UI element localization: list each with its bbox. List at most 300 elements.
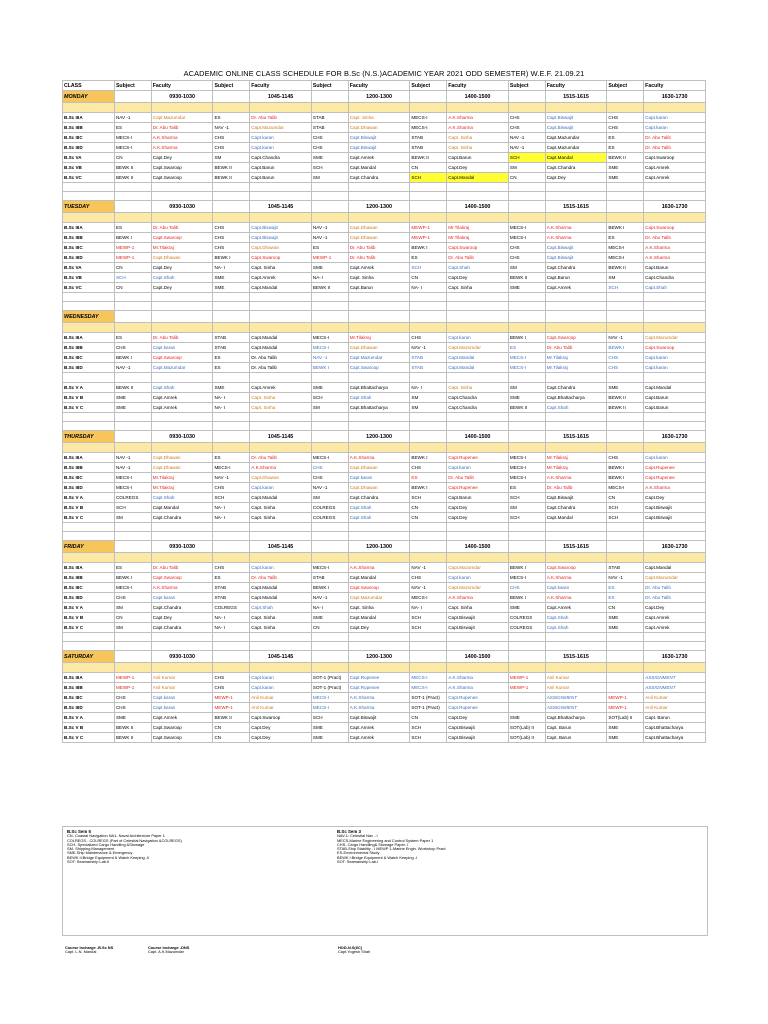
signature-hod	[338, 946, 370, 955]
faculty-cell: Capt.Mazumdar	[447, 343, 509, 353]
faculty-cell: Dr. Abu Talib	[250, 453, 312, 463]
subject-cell: MECS-I	[114, 483, 151, 493]
day-header-row	[63, 91, 706, 103]
empty-cell	[545, 302, 607, 311]
empty-cell	[213, 201, 250, 213]
subject-cell: SME	[607, 163, 644, 173]
empty-cell	[607, 523, 644, 532]
empty-cell	[311, 91, 348, 103]
empty-cell	[63, 302, 115, 311]
band-cell	[447, 443, 509, 453]
empty-cell	[250, 642, 312, 651]
band-cell	[213, 213, 250, 223]
subject-cell: SOT-1 (Pract)	[311, 673, 348, 683]
note-line: COLREGS - COLREGS (Part of Celestial Navigation &COLREGS)	[67, 837, 182, 843]
schedule-sheet	[62, 68, 706, 743]
faculty-cell: Capt.Dey	[151, 263, 213, 273]
empty-cell	[348, 302, 410, 311]
faculty-cell: Capt.Barun	[545, 273, 607, 283]
class-row	[63, 273, 706, 283]
band-cell	[410, 323, 447, 333]
subject-cell: SOT(Lab) II	[607, 713, 644, 723]
time-slot	[151, 311, 213, 323]
day-band-row	[63, 553, 706, 563]
empty-cell	[508, 192, 545, 201]
faculty-cell: Capt.Chandra	[545, 263, 607, 273]
subject-cell: SCH	[607, 503, 644, 513]
class-name: B.Sc V B	[63, 723, 115, 733]
faculty-cell: Capt.karan	[447, 463, 509, 473]
faculty-cell: Capt.karan	[250, 683, 312, 693]
empty-cell	[410, 91, 447, 103]
band-cell	[250, 323, 312, 333]
empty-cell	[410, 201, 447, 213]
faculty-cell: Capt.Shah	[644, 283, 706, 293]
faculty-cell: Capt.Mazumdar	[250, 123, 312, 133]
band-cell	[607, 663, 644, 673]
faculty-cell: A.K.Sharma	[348, 693, 410, 703]
empty-cell	[410, 642, 447, 651]
subject-cell: NAV -1	[607, 573, 644, 583]
empty-cell	[311, 293, 348, 302]
subject-cell: ES	[114, 333, 151, 343]
subject-cell: NA- I	[410, 603, 447, 613]
class-name: B.Sc V C	[63, 513, 115, 523]
class-row	[63, 693, 706, 703]
subject-cell: NA- I	[213, 623, 250, 633]
faculty-cell: A.K.Sharma	[447, 593, 509, 603]
class-row	[63, 223, 706, 233]
faculty-cell: Capt.Swaroop	[644, 223, 706, 233]
empty-cell	[607, 431, 644, 443]
subject-cell: CHS	[410, 573, 447, 583]
time-slot	[348, 311, 410, 323]
empty-cell	[213, 293, 250, 302]
subject-cell	[607, 673, 644, 683]
subject-cell: NAV -1	[311, 593, 348, 603]
day-label: THURSDAY	[63, 431, 115, 443]
subject-cell: ES	[508, 483, 545, 493]
class-row	[63, 153, 706, 163]
time-slot: 1400-1500	[447, 91, 509, 103]
faculty-cell: Capt.Dey	[151, 613, 213, 623]
subject-cell: MECS-I	[508, 233, 545, 243]
subject-cell: SCH	[508, 513, 545, 523]
subject-cell: MECS-I	[410, 593, 447, 603]
class-row	[63, 243, 706, 253]
faculty-cell: Capt.Mandal	[250, 593, 312, 603]
day-band-row	[63, 323, 706, 333]
empty-cell	[607, 633, 644, 642]
subject-cell: CN	[213, 723, 250, 733]
faculty-cell: Mr.Tilakraj	[348, 333, 410, 343]
faculty-cell: Capt.Swaroop	[447, 243, 509, 253]
subject-cell: NAV -1	[311, 483, 348, 493]
band-cell	[114, 323, 151, 333]
empty-cell	[213, 311, 250, 323]
class-name: B.Sc V C	[63, 403, 115, 413]
subject-cell: BEWK I	[607, 473, 644, 483]
day-header-row	[63, 651, 706, 663]
faculty-cell: Capt.Mandal	[250, 283, 312, 293]
subject-cell: MECS-I	[410, 683, 447, 693]
subject-cell: SME	[607, 613, 644, 623]
subject-cell: MECS-I	[410, 673, 447, 683]
class-row	[63, 733, 706, 743]
class-row	[63, 463, 706, 473]
subject-cell: NA- I	[213, 403, 250, 413]
subject-cell: CHS	[213, 483, 250, 493]
faculty-cell: Capt.Rupenee	[348, 683, 410, 693]
class-row	[63, 723, 706, 733]
subject-cell: STAB	[213, 343, 250, 353]
signature-course-incharge-bsc	[65, 946, 113, 955]
faculty-cell: A.K.Sharma	[447, 123, 509, 133]
empty-cell	[447, 183, 509, 192]
band-cell	[63, 443, 115, 453]
empty-cell	[644, 293, 706, 302]
faculty-cell: Capt.karan	[348, 473, 410, 483]
empty-cell	[410, 413, 447, 422]
faculty-cell: Dr. Abu Talib	[644, 583, 706, 593]
class-row	[63, 473, 706, 483]
faculty-cell: Capt.Mandal	[348, 163, 410, 173]
note-line: CN- Coastal Navigation NA1- Naval Architecture Paper 1	[67, 833, 165, 839]
faculty-cell: Capt.Amrek	[348, 733, 410, 743]
class-name: B.Sc V B	[63, 503, 115, 513]
class-name: B.Sc IIIA	[63, 453, 115, 463]
empty-cell	[114, 201, 151, 213]
class-name: B.Sc IIIC	[63, 133, 115, 143]
class-name: B.Sc IIIB	[63, 233, 115, 243]
empty-cell	[213, 91, 250, 103]
subject-cell: MECS-I	[114, 143, 151, 153]
subject-cell: MECS-I	[114, 133, 151, 143]
band-cell	[545, 103, 607, 113]
subject-cell: NAV -1	[311, 353, 348, 363]
empty-cell	[213, 523, 250, 532]
faculty-cell: Dr. Abu Talib	[250, 573, 312, 583]
faculty-cell: Capt.Dhawan	[348, 483, 410, 493]
header-cell: Faculty	[545, 81, 607, 91]
faculty-cell: Capt.Mazumdar	[644, 333, 706, 343]
empty-cell	[311, 302, 348, 311]
day-band-row	[63, 443, 706, 453]
subject-cell: STAB	[607, 563, 644, 573]
empty-cell	[447, 293, 509, 302]
class-row	[63, 453, 706, 463]
empty-cell	[508, 183, 545, 192]
empty-cell	[114, 293, 151, 302]
faculty-cell: Capt.karan	[151, 693, 213, 703]
band-cell	[151, 553, 213, 563]
band-cell	[508, 323, 545, 333]
faculty-cell: Capt.Shah	[250, 603, 312, 613]
day-label: FRIDAY	[63, 541, 115, 553]
time-slot: 0930-1030	[151, 541, 213, 553]
subject-cell: SCH	[114, 273, 151, 283]
band-cell	[151, 213, 213, 223]
class-name: B.Sc V C	[63, 623, 115, 633]
time-slot: 1045-1145	[250, 431, 312, 443]
note-line: SOT: Seamanship Lab-I	[337, 859, 379, 865]
faculty-cell: A.K.Sharma	[151, 583, 213, 593]
time-slot: 1400-1500	[447, 651, 509, 663]
empty-cell	[348, 532, 410, 541]
empty-cell	[545, 642, 607, 651]
faculty-cell: Capt.Rupenee	[447, 453, 509, 463]
faculty-cell: Dr. Abu Talib	[447, 253, 509, 263]
faculty-cell: A.K.Sharma	[348, 563, 410, 573]
subject-cell: ES	[508, 343, 545, 353]
faculty-cell: Capt.Bhattacharya	[644, 733, 706, 743]
faculty-cell: Capt.Dey	[447, 713, 509, 723]
note-line: CHS- Cargo Handling& Stowage Paper- I	[337, 841, 409, 847]
empty-cell	[63, 523, 115, 532]
subject-cell: BEWK II	[114, 723, 151, 733]
time-slot: 0930-1030	[151, 431, 213, 443]
band-cell	[250, 663, 312, 673]
faculty-cell: A.K.Sharma	[151, 143, 213, 153]
subject-cell: CHS	[213, 143, 250, 153]
faculty-cell: Capt. Sinha	[250, 503, 312, 513]
empty-cell	[508, 413, 545, 422]
empty-cell	[250, 422, 312, 431]
band-cell	[63, 663, 115, 673]
empty-cell	[508, 431, 545, 443]
faculty-cell: Capt.karan	[644, 113, 706, 123]
empty-cell	[508, 91, 545, 103]
empty-cell	[250, 633, 312, 642]
faculty-cell: A.K.Sharma	[447, 673, 509, 683]
class-row	[63, 583, 706, 593]
subject-cell: STAB	[311, 573, 348, 583]
class-name	[63, 373, 115, 383]
subject-cell: SCH	[410, 493, 447, 503]
faculty-cell: Capt.Mandal	[348, 613, 410, 623]
subject-cell: NA- I	[213, 263, 250, 273]
time-slot: 1630-1730	[644, 651, 706, 663]
faculty-cell: Capt. Barun	[545, 723, 607, 733]
subject-cell: NAV -1	[311, 223, 348, 233]
header-cell: Subject	[114, 81, 151, 91]
band-cell	[644, 213, 706, 223]
empty-cell	[508, 642, 545, 651]
class-row	[63, 113, 706, 123]
class-row	[63, 233, 706, 243]
faculty-cell: Capt.Chandra	[545, 503, 607, 513]
subject-cell: SCH	[410, 173, 447, 183]
subject-cell: CHS	[607, 363, 644, 373]
subject-cell: SM	[508, 383, 545, 393]
subject-cell: NA- I	[410, 283, 447, 293]
faculty-cell	[644, 373, 706, 383]
subject-cell: MEWP-1	[607, 693, 644, 703]
faculty-cell: Anil Kumar	[545, 683, 607, 693]
empty-cell	[348, 293, 410, 302]
subject-cell: CHS	[213, 243, 250, 253]
empty-cell	[250, 532, 312, 541]
empty-cell	[410, 633, 447, 642]
band-cell	[644, 103, 706, 113]
band-cell	[644, 323, 706, 333]
subject-cell: BEWK II	[114, 163, 151, 173]
subject-cell: MEWP-1	[311, 253, 348, 263]
note-line: ES-Environmental Study	[337, 850, 380, 856]
time-slot: 1515-1615	[545, 651, 607, 663]
subject-cell: BEWK I	[114, 353, 151, 363]
faculty-cell: Capt.Mazumdar	[348, 353, 410, 363]
faculty-cell: Capt.karan	[250, 563, 312, 573]
subject-cell: MEWP-1	[508, 683, 545, 693]
faculty-cell: Capt.Mandal	[644, 563, 706, 573]
header-cell: Subject	[607, 81, 644, 91]
subject-cell: CN	[410, 713, 447, 723]
empty-cell	[410, 422, 447, 431]
signature-name: Capt. L.N. Mandal	[65, 949, 97, 955]
faculty-cell: Capt.karan	[447, 333, 509, 343]
empty-cell	[311, 183, 348, 192]
faculty-cell: Capt.karan	[545, 583, 607, 593]
subject-cell: NAV -1	[607, 333, 644, 343]
empty-cell	[447, 413, 509, 422]
subject-cell: NA- I	[410, 383, 447, 393]
faculty-cell: A.K.Sharma	[348, 703, 410, 713]
faculty-cell: Capt.Bhattacharya	[348, 403, 410, 413]
band-cell	[607, 213, 644, 223]
faculty-cell: Capt.Shah	[151, 493, 213, 503]
subject-cell: SME	[213, 273, 250, 283]
faculty-cell: A.K.Sharma	[545, 223, 607, 233]
subject-cell: SCH	[607, 513, 644, 523]
faculty-cell: Capt.Dhawan	[348, 343, 410, 353]
faculty-cell: Capt.Barun	[348, 283, 410, 293]
subject-cell: CHS	[607, 113, 644, 123]
faculty-cell: Capt.Shah	[151, 273, 213, 283]
class-row	[63, 173, 706, 183]
subject-cell	[213, 373, 250, 383]
faculty-cell: Mr.Tilakraj	[151, 483, 213, 493]
class-row	[63, 703, 706, 713]
band-cell	[250, 213, 312, 223]
faculty-cell: Capt.Chandra	[151, 623, 213, 633]
band-cell	[447, 323, 509, 333]
subject-cell: SM	[213, 153, 250, 163]
band-cell	[348, 323, 410, 333]
class-name: B.Sc V A	[63, 493, 115, 503]
time-slot: 1400-1500	[447, 541, 509, 553]
subject-cell: BEWK II	[508, 403, 545, 413]
day-header-row	[63, 201, 706, 213]
subject-cell: MEWP-1	[607, 703, 644, 713]
band-cell	[410, 213, 447, 223]
subject-cell: SME	[311, 153, 348, 163]
faculty-cell: Capt.Chandra	[644, 273, 706, 283]
spacer-row	[63, 293, 706, 302]
subject-cell: CHS	[213, 233, 250, 243]
class-row	[63, 133, 706, 143]
header-cell: Faculty	[644, 81, 706, 91]
subject-cell: ES	[114, 563, 151, 573]
empty-cell	[447, 422, 509, 431]
subject-cell: STAB	[410, 143, 447, 153]
faculty-cell: Capt.Chandra	[250, 153, 312, 163]
subject-cell: CHS	[213, 223, 250, 233]
subject-cell: NA- I	[213, 613, 250, 623]
faculty-cell: Capt.Mazumdar	[545, 133, 607, 143]
faculty-cell: Capt.Dey	[447, 503, 509, 513]
empty-cell	[508, 532, 545, 541]
day-header-row	[63, 541, 706, 553]
day-band-row	[63, 213, 706, 223]
class-name: B.Sc IIIB	[63, 683, 115, 693]
class-name: B.Sc IIID	[63, 593, 115, 603]
class-name: B.Sc V A	[63, 603, 115, 613]
faculty-cell: ASSIGNMENT	[545, 693, 607, 703]
band-cell	[644, 443, 706, 453]
empty-cell	[447, 633, 509, 642]
class-name: B.Sc V A	[63, 383, 115, 393]
band-cell	[213, 103, 250, 113]
subject-cell: BEWK I	[410, 453, 447, 463]
spacer-row	[63, 302, 706, 311]
header-cell: Faculty	[151, 81, 213, 91]
spacer-row	[63, 192, 706, 201]
band-cell	[213, 663, 250, 673]
faculty-cell: Capt.Chandra	[348, 493, 410, 503]
empty-cell	[311, 651, 348, 663]
day-label: MONDAY	[63, 91, 115, 103]
faculty-cell: Anil Kumar	[250, 703, 312, 713]
faculty-cell: Capt.Mazumdar	[644, 573, 706, 583]
faculty-cell: Capt.Dhawan	[250, 473, 312, 483]
subject-cell: SME	[311, 723, 348, 733]
faculty-cell: Capt.Barun	[644, 403, 706, 413]
empty-cell	[114, 541, 151, 553]
faculty-cell: Capt.Biswajit	[545, 113, 607, 123]
subject-cell: SM	[114, 603, 151, 613]
faculty-cell: Capt.Amrek	[644, 163, 706, 173]
subject-cell: ES	[114, 123, 151, 133]
faculty-cell: Capt.Dhawan	[348, 123, 410, 133]
subject-cell: NAV -1	[213, 123, 250, 133]
subject-cell: MEWP-1	[213, 703, 250, 713]
subject-cell: SCH	[311, 393, 348, 403]
subject-cell: BEWK I	[607, 223, 644, 233]
header-cell: Subject	[410, 81, 447, 91]
empty-cell	[151, 422, 213, 431]
subject-cell: SME	[114, 403, 151, 413]
subject-cell: MECS-I	[410, 123, 447, 133]
faculty-cell: Capt. Barun	[644, 713, 706, 723]
empty-cell	[151, 523, 213, 532]
subject-cell: SCH	[410, 623, 447, 633]
faculty-cell: Capt.Chandra	[447, 393, 509, 403]
class-name: B.Sc IIIA	[63, 563, 115, 573]
band-cell	[545, 213, 607, 223]
subject-cell: MECS-I	[114, 583, 151, 593]
faculty-cell: Capt.Amrek	[151, 713, 213, 723]
empty-cell	[410, 431, 447, 443]
faculty-cell: Capt.karan	[151, 703, 213, 713]
faculty-cell: Capt.Mandal	[545, 153, 607, 163]
faculty-cell: Capt.Amrek	[545, 603, 607, 613]
faculty-cell: Capt.Dey	[250, 723, 312, 733]
empty-cell	[607, 642, 644, 651]
empty-cell	[508, 422, 545, 431]
empty-cell	[508, 523, 545, 532]
faculty-cell: A.K.Sharma	[545, 473, 607, 483]
